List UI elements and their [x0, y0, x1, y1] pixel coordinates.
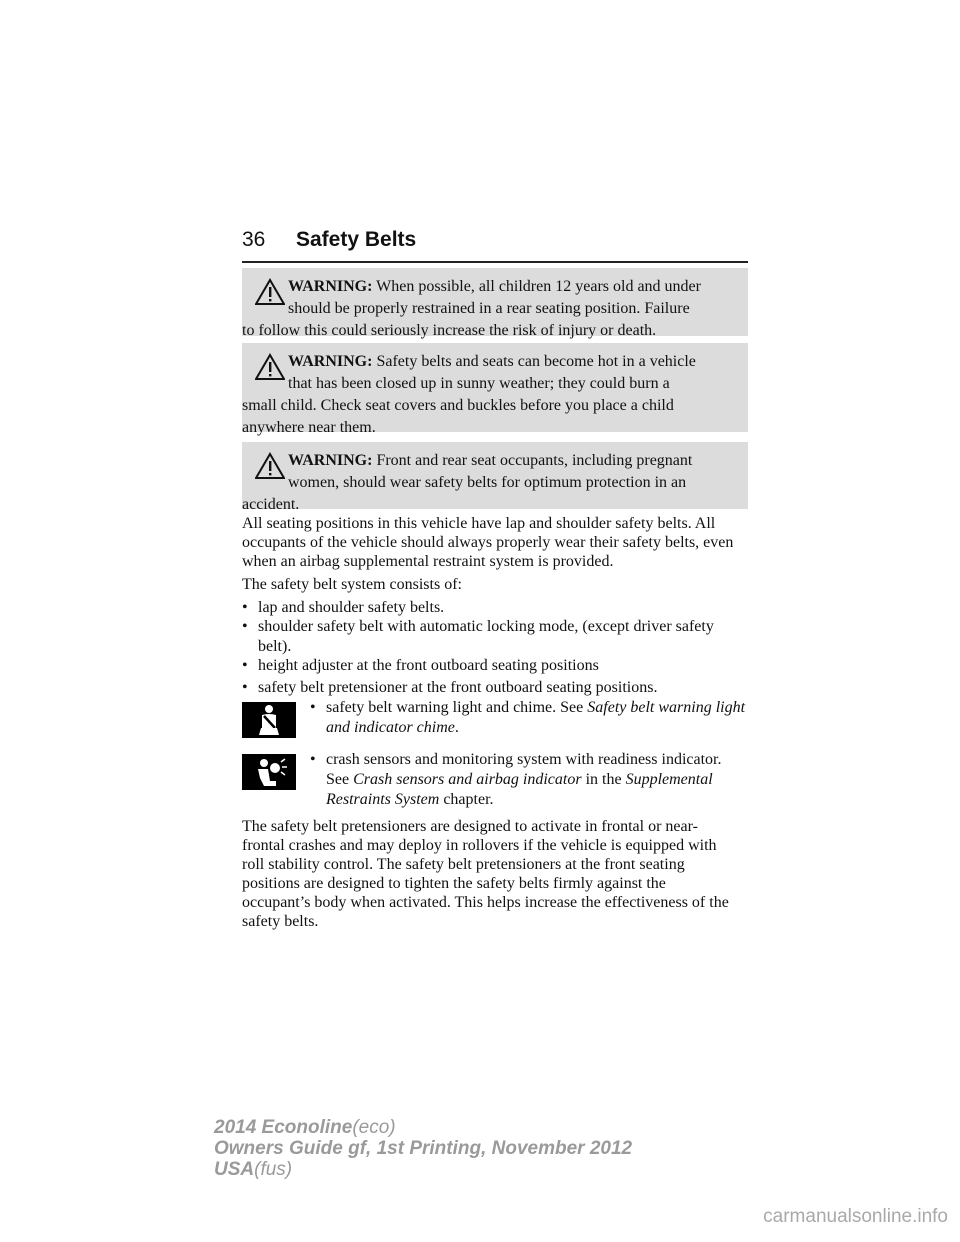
list-item-text: shoulder safety belt with automatic locking mode, (except driver safety belt).	[258, 618, 714, 655]
bullet-icon: •	[242, 657, 248, 674]
warning-box	[242, 343, 748, 436]
warning-text: Safety belts and seats can become hot in a vehicle	[376, 353, 696, 370]
airbag-indicator-icon	[242, 754, 296, 790]
body-paragraph: All seating positions in this vehicle have lap and shoulder safety belts. All occupants of the vehicle should always properly wear their safety belts, even when an airbag supplemental restraint system is provided.	[242, 515, 734, 570]
page-number: 36	[242, 228, 266, 251]
warning-text: to follow this could seriously increase the risk of injury or death.	[242, 322, 657, 339]
list-item-text: height adjuster at the front outboard seating positions	[258, 657, 599, 674]
warning-box	[242, 268, 748, 339]
list-item-text: safety belt pretensioner at the front outboard seating positions.	[258, 679, 658, 696]
header-rule	[242, 261, 748, 263]
footer-edition: Owners Guide gf, 1st Printing, November 2012	[214, 1138, 633, 1159]
bullet-icon: •	[242, 618, 248, 635]
warning-text: When possible, all children 12 years old and under	[376, 278, 701, 295]
body-paragraph: The safety belt pretensioners are designed to activate in frontal or near-frontal crashes and may deploy in rollovers if the vehicle is equipped with roll stability control. The safety belt pretensioners at the front seating positions are designed to tighten the safety belts firmly against the occupant’s body when activated. This helps increase the effectiveness of the safety belts.	[242, 818, 729, 930]
warning-label: WARNING:	[288, 452, 373, 469]
warning-label: WARNING:	[288, 278, 373, 295]
cross-reference-link[interactable]: Safety belt warning light and indicator chime	[326, 699, 746, 736]
footer-market: USA	[214, 1159, 255, 1180]
footer-code: (fus)	[254, 1159, 293, 1180]
list-item-text: lap and shoulder safety belts.	[258, 599, 445, 616]
watermark: carmanualsonline.info	[763, 1206, 948, 1227]
document-footer	[214, 1117, 632, 1180]
bullet-icon: •	[242, 679, 248, 696]
cross-reference-link[interactable]: Supplemental Restraints System	[326, 771, 713, 808]
warning-text: Front and rear seat occupants, including pregnant	[376, 452, 693, 469]
list-item-text: safety belt warning light and chime. See Safety belt warning light and indicator chime.	[326, 699, 746, 736]
list-item-text: crash sensors and monitoring system with readiness indicator. See Crash sensors and airbag indicator in the Supplemental Restraints System chapter.	[326, 751, 722, 808]
body-paragraph: The safety belt system consists of:	[242, 576, 462, 593]
warning-triangle-icon	[255, 278, 285, 306]
warning-text: small child. Check seat covers and buckles before you place a child anywhere near them.	[242, 397, 674, 436]
warning-box	[242, 442, 748, 513]
bullet-icon: •	[310, 699, 316, 716]
warning-text: women, should wear safety belts for optimum protection in an	[288, 474, 687, 491]
cross-reference-link[interactable]: Crash sensors and airbag indicator	[353, 771, 582, 788]
warning-text: that has been closed up in sunny weather; they could burn a	[288, 375, 670, 392]
warning-triangle-icon	[255, 452, 285, 480]
footer-code: (eco)	[352, 1117, 396, 1138]
chapter-title: Safety Belts	[296, 228, 417, 251]
seatbelt-warning-icon	[242, 702, 296, 738]
footer-model: 2014 Econoline	[214, 1117, 353, 1138]
bullet-icon: •	[310, 751, 316, 768]
bullet-icon: •	[242, 599, 248, 616]
warning-triangle-icon	[255, 353, 285, 381]
warning-text: accident.	[242, 496, 300, 513]
warning-label: WARNING:	[288, 353, 373, 370]
warning-text: should be properly restrained in a rear seating position. Failure	[288, 300, 690, 317]
